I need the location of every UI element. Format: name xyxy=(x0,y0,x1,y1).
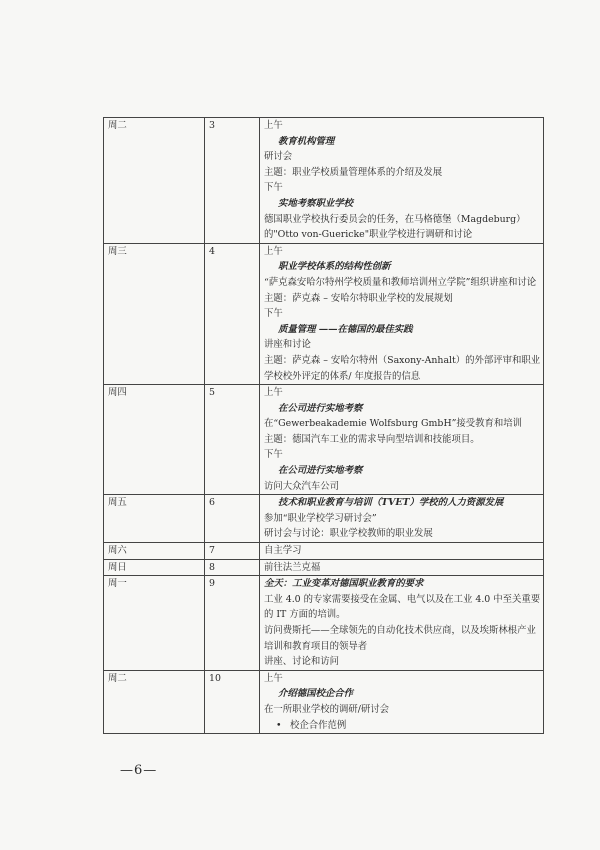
day-cell: 周四 xyxy=(104,385,205,495)
activity-cell xyxy=(260,543,544,560)
schedule-row xyxy=(104,559,544,576)
activity-line: 下午 xyxy=(264,182,283,194)
activity-line: 访问费斯托——全球领先的自动化技术供应商，以及埃斯林根产业培训和教育项目的领导者 xyxy=(264,625,536,652)
session-heading: 全天：工业变革对德国职业教育的要求 xyxy=(264,578,424,590)
activity-line: 自主学习 xyxy=(264,545,302,557)
activity-cell xyxy=(260,495,544,543)
activity-cell xyxy=(260,243,544,384)
activity-cell xyxy=(260,559,544,576)
activity-line: 在“Gewerbeakademie Wolfsburg GmbH”接受教育和培训 xyxy=(264,418,523,430)
activity-line: 下午 xyxy=(264,449,283,461)
activity-cell xyxy=(260,118,544,244)
activity-line: 前往法兰克福 xyxy=(264,561,321,573)
schedule-row xyxy=(104,495,544,543)
day-number-cell: 7 xyxy=(205,543,260,560)
activity-line: “萨克森安哈尔特州学校质量和教师培训州立学院”组织讲座和讨论 xyxy=(264,276,537,288)
activity-cell xyxy=(260,385,544,495)
bullet-icon: • xyxy=(276,719,282,731)
session-heading: 在公司进行实地考察 xyxy=(278,402,363,414)
activity-line: 主题：萨克森 – 安哈尔特州（Saxony-Anhalt）的外部评审和职业学校校外评定的体系/ 年度报告的信息 xyxy=(264,354,541,382)
activity-line: 研讨会与讨论：职业学校教师的职业发展 xyxy=(264,528,433,540)
schedule-row xyxy=(104,670,544,733)
activity-line: 下午 xyxy=(264,308,283,320)
day-cell: 周二 xyxy=(104,118,205,244)
day-number-cell: 10 xyxy=(205,670,260,733)
activity-line: 上午 xyxy=(264,120,283,131)
day-number-cell: 9 xyxy=(205,576,260,671)
session-heading: 技术和职业教育与培训（TVET）学校的人力资源发展 xyxy=(278,497,504,509)
activity-line: 参加“职业学校学习研讨会” xyxy=(264,512,377,524)
activity-line: 主题：职业学校质量管理体系的介绍及发展 xyxy=(264,166,443,178)
session-heading: 质量管理 ——在德国的最佳实践 xyxy=(278,323,413,335)
activity-line: 讲座、讨论和访问 xyxy=(264,656,340,668)
day-cell: 周一 xyxy=(104,576,205,671)
schedule-row xyxy=(104,385,544,495)
day-cell: 周五 xyxy=(104,495,205,543)
activity-line: 德国职业学校执行委员会的任务，在马格德堡（Magdeburg） xyxy=(264,213,526,225)
day-number-cell: 3 xyxy=(205,118,260,244)
activity-line: 工业 4.0 的专家需要接受在金属、电气以及在工业 4.0 中至关重要的 IT 方面的培训。 xyxy=(264,593,541,621)
activity-line: 讲座和讨论 xyxy=(264,339,311,351)
schedule-row xyxy=(104,576,544,671)
day-number-cell: 6 xyxy=(205,495,260,543)
activity-line: 主题：德国汽车工业的需求导向型培训和技能项目。 xyxy=(264,433,480,445)
session-heading: 在公司进行实地考察 xyxy=(278,465,363,477)
schedule-table xyxy=(103,117,544,734)
activity-cell xyxy=(260,670,544,733)
session-heading: 实地考察职业学校 xyxy=(278,197,354,209)
session-heading: 教育机构管理 xyxy=(278,135,335,147)
day-cell: 周三 xyxy=(104,243,205,384)
session-heading: 介绍德国校企合作 xyxy=(278,688,354,700)
activity-line: 主题：萨克森 – 安哈尔特职业学校的发展规划 xyxy=(264,292,453,304)
day-number-cell: 8 xyxy=(205,559,260,576)
schedule-row xyxy=(104,243,544,384)
day-cell: 周二 xyxy=(104,670,205,733)
day-number-cell: 5 xyxy=(205,385,260,495)
bullet-text: 校企合作范例 xyxy=(290,719,347,731)
activity-line: 上午 xyxy=(264,672,283,684)
day-cell: 周日 xyxy=(104,559,205,576)
activity-line: 上午 xyxy=(264,387,283,399)
page-number: —6— xyxy=(120,763,158,778)
schedule-row xyxy=(104,543,544,560)
bullet-item xyxy=(264,718,541,734)
activity-line: 在一所职业学校的调研/研讨会 xyxy=(264,703,390,715)
activity-cell xyxy=(260,576,544,671)
activity-line: 的"Otto von-Guericke"职业学校进行调研和讨论 xyxy=(264,229,473,241)
schedule-row xyxy=(104,118,544,244)
day-number-cell: 4 xyxy=(205,243,260,384)
session-heading: 职业学校体系的结构性创新 xyxy=(278,261,391,273)
activity-line: 研讨会 xyxy=(264,151,293,163)
day-cell: 周六 xyxy=(104,543,205,560)
activity-line: 访问大众汽车公司 xyxy=(264,480,340,492)
activity-line: 上午 xyxy=(264,245,283,257)
